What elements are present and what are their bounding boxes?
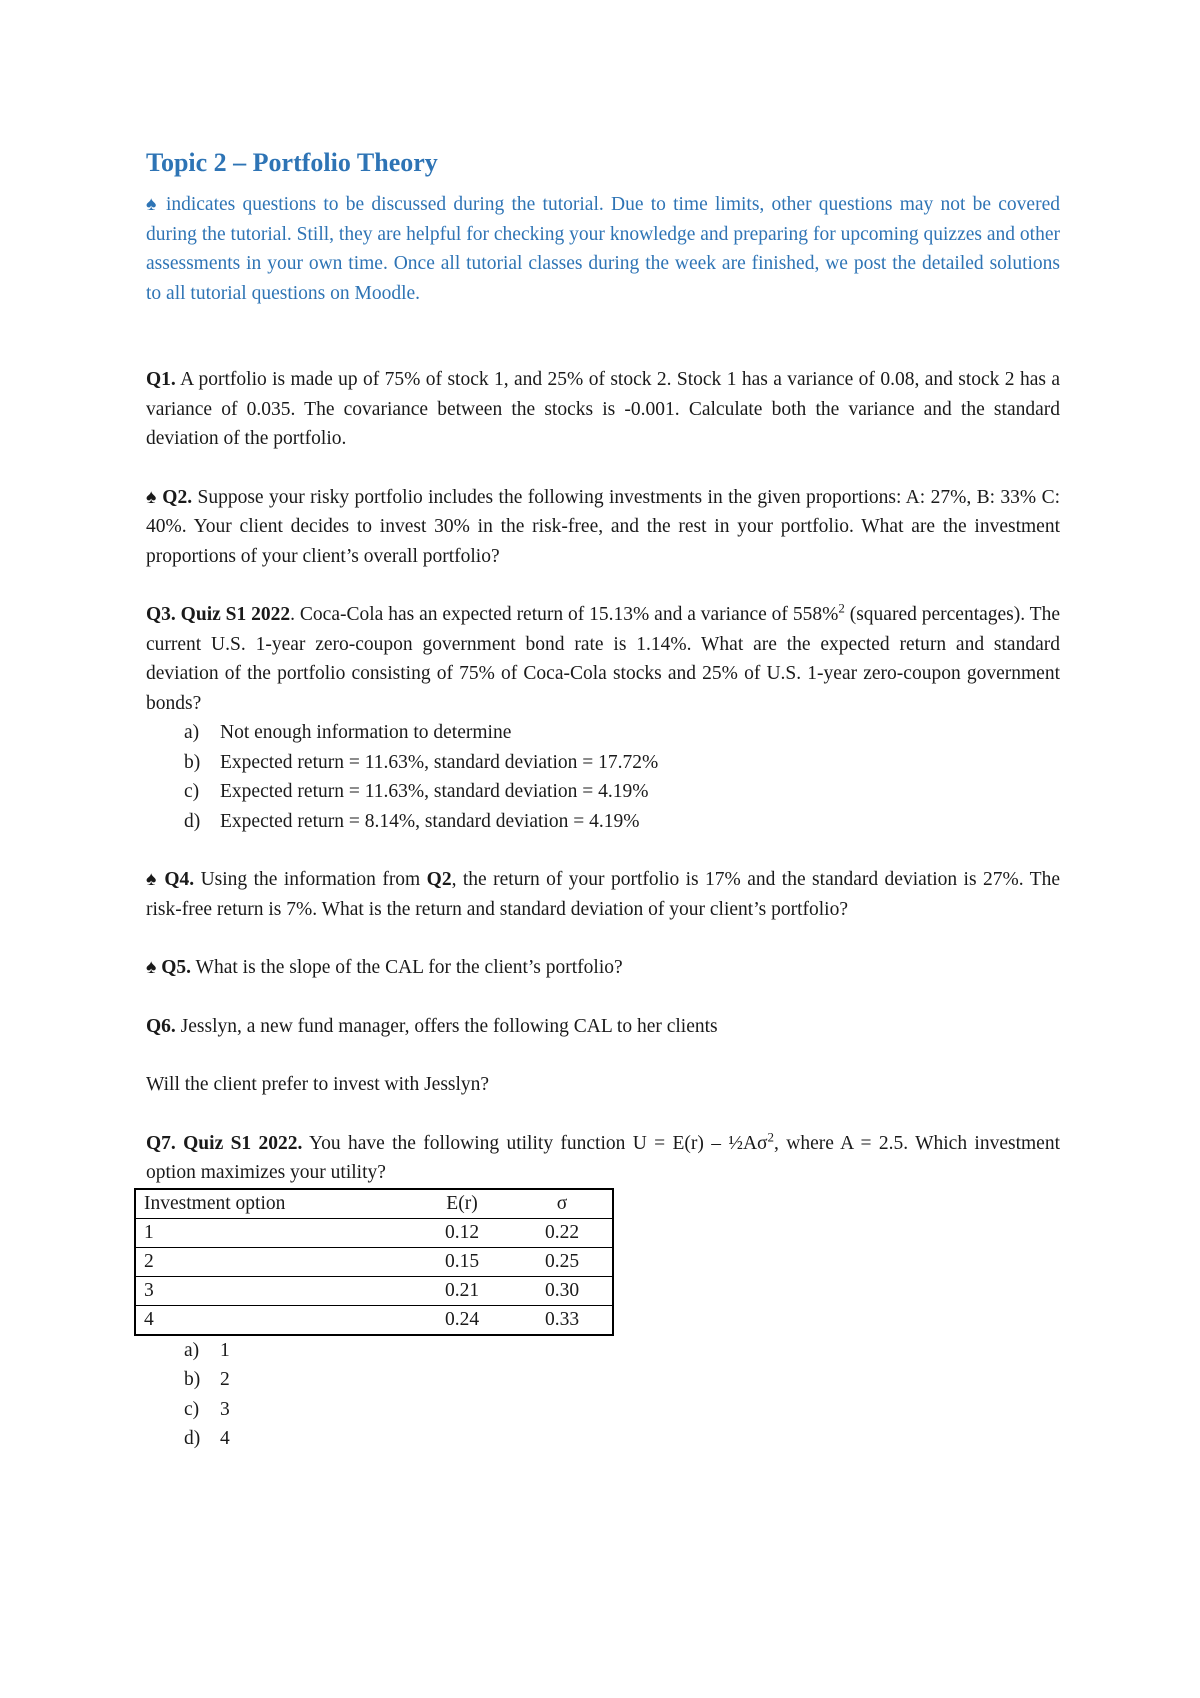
q4-label: ♠ Q4. <box>146 869 195 890</box>
table-cell: 0.30 <box>544 1279 580 1301</box>
q3-option-b <box>184 748 1060 778</box>
question-6-followup: Will the client prefer to invest with Jesslyn? <box>146 1074 490 1095</box>
q3-label: Q3. Quiz S1 2022 <box>146 604 291 625</box>
table-cell: 0.25 <box>544 1250 580 1272</box>
table-row <box>135 1218 613 1247</box>
option-text: Not enough information to determine <box>220 722 512 743</box>
table-cell: 1 <box>144 1221 154 1243</box>
table-header-cell: Investment option <box>144 1192 286 1214</box>
table-header-row <box>135 1189 613 1219</box>
q3-option-a <box>184 718 1060 748</box>
option-label: a) <box>184 1339 200 1361</box>
question-6 <box>146 1012 1060 1042</box>
table-cell: 0.33 <box>544 1308 580 1330</box>
option-label: b) <box>184 1369 201 1390</box>
option-label: d) <box>184 810 201 832</box>
intro-paragraph: ♠ indicates questions to be discussed during the tutorial. Due to time limits, other questions may not be covered during the tutorial. Still, they are helpful for checking your knowledge and preparing for upcoming quizzes and other assessments in your own time. Once all tutorial classes during the week are finished, we post the detailed solutions to all tutorial questions on Moodle. <box>146 194 1060 304</box>
table-cell: 4 <box>144 1308 154 1330</box>
question-7 <box>146 1129 1060 1188</box>
q3-text-b: (squared percentages). The current U.S. 1-year zero-coupon government bond rate is 1.14%. What are the expected return and standard deviation of the portfolio consisting of 75% of Coca-Cola stocks and 25% of U.S. 1-year zero-coupon government bonds? <box>146 604 1060 714</box>
q1-label: Q1. <box>146 369 176 390</box>
table-cell: 0.22 <box>544 1221 580 1243</box>
table-cell: 0.12 <box>444 1221 480 1243</box>
table-cell: 0.24 <box>444 1308 480 1330</box>
q2-label: ♠ Q2. <box>146 486 193 508</box>
q3-superscript: 2 <box>838 600 845 616</box>
question-1 <box>146 365 1060 454</box>
option-text: 2 <box>220 1369 230 1390</box>
option-text: 4 <box>220 1428 230 1449</box>
table-header-cell: E(r) <box>446 1192 478 1214</box>
q5-text: What is the slope of the CAL for the client’s portfolio? <box>191 957 623 978</box>
q3-option-d <box>184 807 1060 837</box>
q4-text-a: Using the information from <box>194 869 427 890</box>
q7-text-a: You have the following utility function U = E(r) – ½Aσ <box>302 1132 768 1154</box>
q3-options <box>146 718 1060 836</box>
option-label: d) <box>184 1428 201 1449</box>
q7-option-a <box>184 1336 1060 1366</box>
q2-text: Suppose your risky portfolio includes the following investments in the given proportions: A: 27%, B: 33% C: 40%. Your client decides to invest 30% in the risk-free, and the rest in your portfolio. What are the investment proportions of your client’s overall portfolio? <box>146 486 1060 567</box>
q6-label: Q6. <box>146 1015 176 1037</box>
q7-superscript: 2 <box>767 1129 775 1144</box>
option-text: Expected return = 8.14%, standard deviation = 4.19% <box>220 810 640 832</box>
q7-option-b <box>184 1365 1060 1395</box>
question-2 <box>146 483 1060 572</box>
option-label: c) <box>184 781 200 802</box>
q3-option-c <box>184 777 1060 807</box>
q7-option-c <box>184 1395 1060 1425</box>
table-cell: 3 <box>144 1279 154 1301</box>
table-cell: 0.21 <box>444 1279 480 1301</box>
question-4 <box>146 865 1060 924</box>
option-text: 1 <box>220 1339 230 1361</box>
q1-text: A portfolio is made up of 75% of stock 1, and 25% of stock 2. Stock 1 has a variance of 0.08, and stock 2 has a variance of 0.035. The covariance between the stocks is -0.001. Calculate both the variance and the standard deviation of the portfolio. <box>146 369 1060 449</box>
q6-text: Jesslyn, a new fund manager, offers the following CAL to her clients <box>175 1015 718 1037</box>
q4-text-b: , the return of your portfolio is 17% and the standard deviation is 27%. The risk-free return is 7%. What is the return and standard deviation of your client’s portfolio? <box>146 869 1060 920</box>
option-text: 3 <box>220 1398 230 1420</box>
q7-label: Q7. Quiz S1 2022. <box>146 1132 303 1154</box>
option-label: a) <box>184 722 200 743</box>
q3-text-a: . Coca-Cola has an expected return of 15.13% and a variance of 558% <box>290 604 839 625</box>
option-text: Expected return = 11.63%, standard deviation = 4.19% <box>220 781 649 802</box>
option-label: b) <box>184 751 201 773</box>
page-title: Topic 2 – Portfolio Theory <box>146 148 438 177</box>
table-row <box>135 1305 613 1335</box>
q5-label: ♠ Q5. <box>146 957 192 978</box>
document-content <box>146 146 1060 1454</box>
table-cell: 0.15 <box>444 1250 480 1272</box>
table-cell: 2 <box>144 1250 154 1272</box>
option-label: c) <box>184 1398 200 1420</box>
q7-option-d <box>184 1424 1060 1454</box>
table-header-cell: σ <box>556 1192 568 1214</box>
q7-text-b: , where A = 2.5. Which investment option maximizes your utility? <box>146 1132 1060 1183</box>
question-3 <box>146 600 1060 718</box>
q7-options <box>146 1336 1060 1454</box>
question-5 <box>146 953 1060 983</box>
option-text: Expected return = 11.63%, standard deviation = 17.72% <box>220 751 659 773</box>
investment-options-table <box>134 1188 614 1336</box>
q4-reference: Q2 <box>426 869 452 890</box>
table-row <box>135 1276 613 1305</box>
table-row <box>135 1247 613 1276</box>
